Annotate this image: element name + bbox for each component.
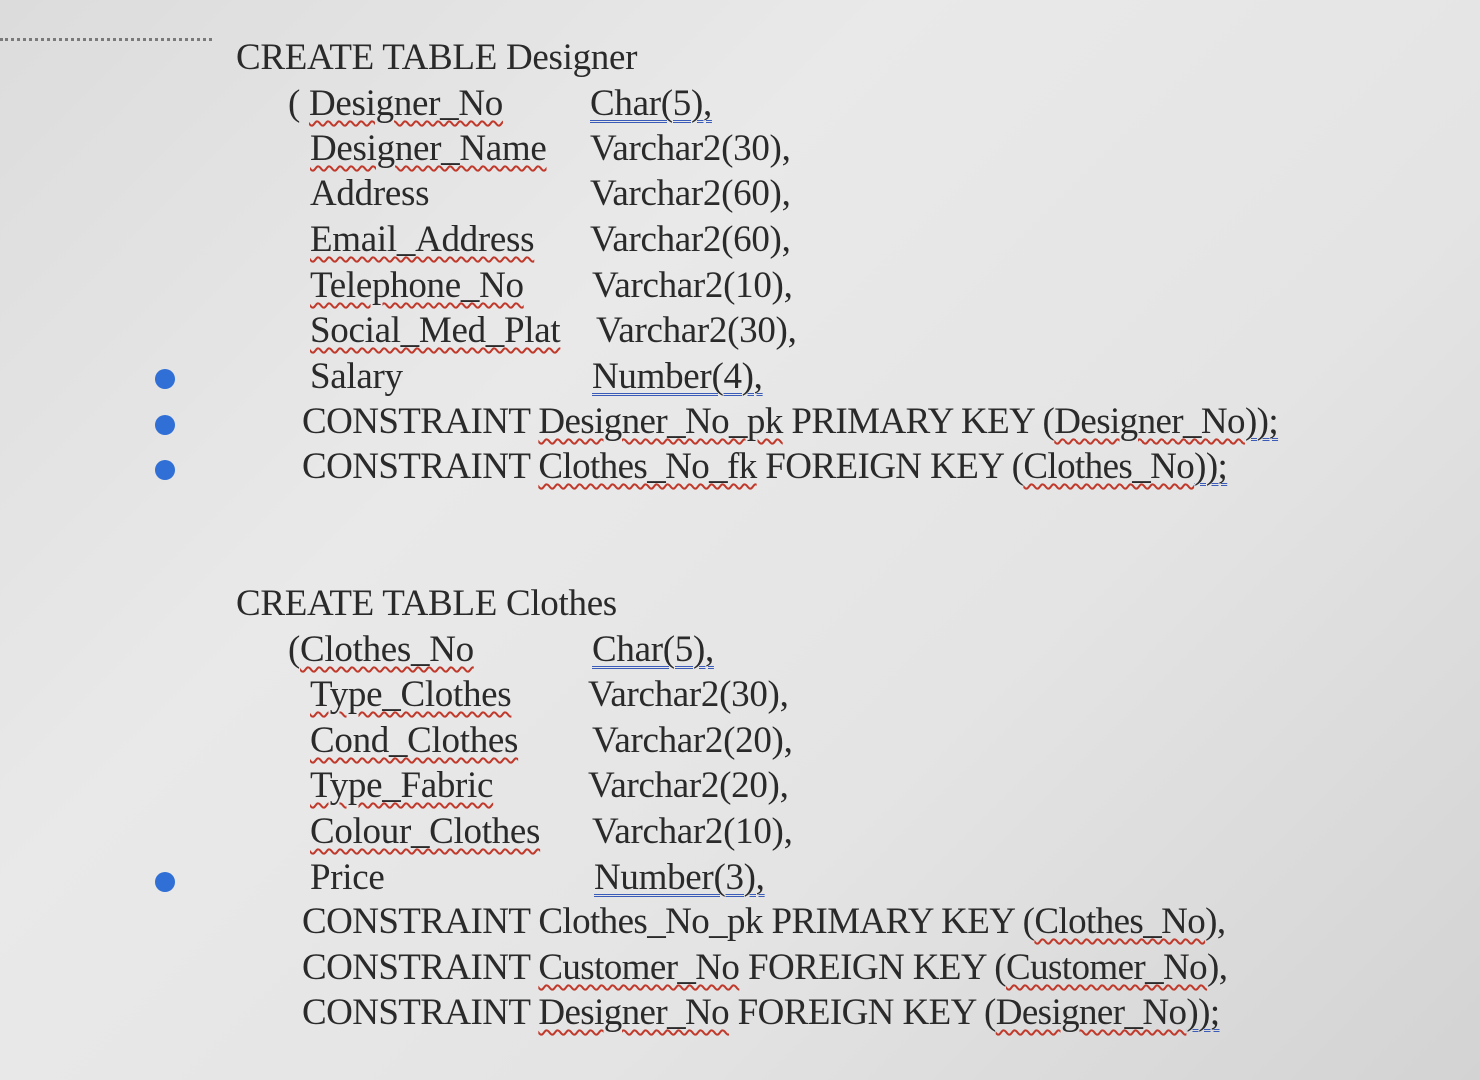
designer-table-title: CREATE TABLE Designer <box>236 37 638 78</box>
designer-col-name: Address <box>310 173 430 214</box>
constraint-end: ), <box>1205 901 1226 942</box>
designer-col-type: Number(4), <box>592 356 763 397</box>
constraint-keyword: CONSTRAINT <box>302 446 530 487</box>
dotted-rule <box>0 38 212 41</box>
constraint-clause: FOREIGN KEY ( <box>729 992 996 1033</box>
designer-col-type: Varchar2(10), <box>592 265 793 306</box>
clothes-col-type: Number(3), <box>594 857 765 898</box>
constraint-column: Designer_No <box>1054 401 1245 442</box>
clothes-col-type: Varchar2(30), <box>588 674 789 715</box>
designer-col-type: Char(5), <box>590 83 712 124</box>
clothes-col-type: Varchar2(10), <box>592 811 793 852</box>
constraint-keyword: CONSTRAINT <box>302 901 530 942</box>
designer-col-name-text: Designer_No <box>308 83 503 124</box>
constraint-column: Designer_No <box>995 992 1187 1033</box>
constraint-clause: PRIMARY KEY ( <box>762 901 1035 942</box>
clothes-col-name: Type_Clothes <box>310 674 512 715</box>
constraint-end: )); <box>1244 401 1279 442</box>
open-paren: ( <box>288 629 301 670</box>
constraint-keyword: CONSTRAINT <box>302 992 530 1033</box>
clothes-col-name: Price <box>310 857 385 898</box>
designer-col-type: Varchar2(60), <box>590 219 791 260</box>
constraint-end: )); <box>1186 992 1220 1033</box>
clothes-col-name <box>288 628 474 672</box>
constraint-clause: FOREIGN KEY ( <box>756 446 1024 487</box>
designer-col-name: Designer_Name <box>310 128 547 169</box>
constraint-name: Clothes_No_fk <box>538 446 757 487</box>
designer-col-name <box>288 82 503 126</box>
constraint-keyword: CONSTRAINT <box>302 401 530 442</box>
constraint-end: )); <box>1194 446 1228 487</box>
clothes-col-name-text: Clothes_No <box>300 629 474 670</box>
constraint-column: Customer_No <box>1006 947 1208 988</box>
clothes-col-name: Colour_Clothes <box>310 811 541 852</box>
constraint-clause: PRIMARY KEY ( <box>782 401 1055 442</box>
designer-col-name: Email_Address <box>310 219 535 260</box>
clothes-col-name: Type_Fabric <box>310 765 494 806</box>
designer-constraint-fk <box>302 445 1227 489</box>
constraint-name: Designer_No_pk <box>538 401 783 442</box>
designer-col-name: Telephone_No <box>310 265 524 306</box>
clothes-table-title: CREATE TABLE Clothes <box>236 583 617 624</box>
clothes-constraint-fk-customer <box>302 946 1227 990</box>
designer-col-type: Varchar2(30), <box>590 128 791 169</box>
bullet-icon <box>155 369 175 389</box>
constraint-column: Clothes_No <box>1023 446 1195 487</box>
clothes-constraint-pk <box>302 900 1226 944</box>
constraint-column: Clothes_No <box>1034 901 1206 942</box>
designer-constraint-pk <box>302 400 1278 444</box>
constraint-end: ), <box>1207 947 1228 988</box>
bullet-icon <box>155 460 175 480</box>
constraint-clause: FOREIGN KEY ( <box>739 947 1007 988</box>
constraint-name: Clothes_No_pk <box>538 901 763 942</box>
clothes-constraint-fk-designer <box>302 991 1220 1035</box>
bullet-icon <box>155 872 175 892</box>
open-paren: ( <box>288 83 301 124</box>
clothes-col-type: Char(5), <box>592 629 714 670</box>
designer-col-type: Varchar2(60), <box>590 173 791 214</box>
clothes-col-name: Cond_Clothes <box>310 720 519 761</box>
clothes-col-type: Varchar2(20), <box>592 720 793 761</box>
constraint-name: Customer_No <box>538 947 740 988</box>
designer-col-name: Social_Med_Plat <box>310 310 561 351</box>
bullet-icon <box>155 415 175 435</box>
designer-col-name: Salary <box>310 356 403 397</box>
constraint-keyword: CONSTRAINT <box>302 947 530 988</box>
constraint-name: Designer_No <box>538 992 730 1033</box>
designer-col-type: Varchar2(30), <box>596 310 797 351</box>
clothes-col-type: Varchar2(20), <box>588 765 789 806</box>
